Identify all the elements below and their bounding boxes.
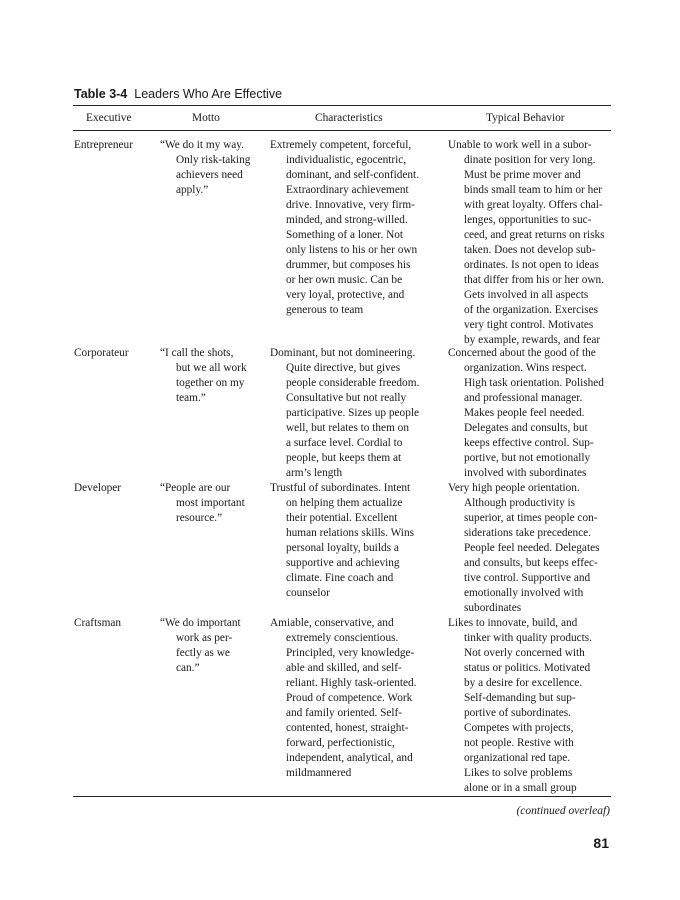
table-row-entrepreneur-characteristics xyxy=(270,138,419,318)
table-row-entrepreneur-motto xyxy=(160,138,250,198)
header-characteristics: Characteristics xyxy=(315,112,383,124)
characteristics-line: drummer, but composes his xyxy=(286,259,411,271)
characteristics-line: only listens to his or her own xyxy=(286,244,418,256)
characteristics-line: Trustful of subordinates. Intent xyxy=(270,482,411,494)
behavior-line: siderations take precedence. xyxy=(464,527,592,539)
behavior-line: Likes to solve problems xyxy=(464,767,573,779)
motto-line: achievers need xyxy=(176,169,243,181)
executive-name: Developer xyxy=(74,482,122,494)
characteristics-line: people considerable freedom. xyxy=(286,377,420,389)
characteristics-line: climate. Fine coach and xyxy=(286,572,394,584)
behavior-line: Self-demanding but sup- xyxy=(464,692,576,704)
table-row-craftsman-motto xyxy=(160,616,241,676)
characteristics-line: personal loyalty, builds a xyxy=(286,542,399,554)
behavior-line: emotionally involved with xyxy=(464,587,584,599)
characteristics-line: contented, honest, straight- xyxy=(286,722,409,734)
behavior-line: by a desire for excellence. xyxy=(464,677,583,689)
table-row-corporateur-characteristics xyxy=(270,346,419,481)
behavior-line: Makes people feel needed. xyxy=(464,407,585,419)
executive-name: Corporateur xyxy=(74,347,129,359)
table-row-corporateur-executive xyxy=(74,346,129,361)
characteristics-line: drive. Innovative, very firm- xyxy=(286,199,415,211)
behavior-line: Gets involved in all aspects xyxy=(464,289,589,301)
behavior-line: keeps effective control. Sup- xyxy=(464,437,594,449)
motto-line: work as per- xyxy=(176,632,233,644)
motto-line: “We do important xyxy=(160,617,241,629)
behavior-line: People feel needed. Delegates xyxy=(464,542,600,554)
characteristics-line: human relations skills. Wins xyxy=(286,527,414,539)
characteristics-line: and family oriented. Self- xyxy=(286,707,403,719)
motto-line: fectly as we xyxy=(176,647,230,659)
behavior-line: organizational red tape. xyxy=(464,752,571,764)
page-number: 81 xyxy=(593,835,609,851)
table-row-entrepreneur-behavior xyxy=(448,138,605,348)
table-row-corporateur-motto xyxy=(160,346,247,406)
characteristics-line: participative. Sizes up people xyxy=(286,407,420,419)
characteristics-line: dominant, and self-confident. xyxy=(286,169,420,181)
characteristics-line: extremely conscientious. xyxy=(286,632,399,644)
motto-line: but we all work xyxy=(176,362,247,374)
characteristics-line: on helping them actualize xyxy=(286,497,403,509)
motto-line: “People are our xyxy=(160,482,231,494)
behavior-line: that differ from his or her own. xyxy=(464,274,605,286)
behavior-line: portive, but not emotionally xyxy=(464,452,591,464)
behavior-line: of the organization. Exercises xyxy=(464,304,599,316)
motto-line: team.” xyxy=(176,392,206,404)
behavior-line: tive control. Supportive and xyxy=(464,572,591,584)
characteristics-line: or her own music. Can be xyxy=(286,274,403,286)
behavior-line: Delegates and consults, but xyxy=(464,422,588,434)
characteristics-line: generous to team xyxy=(286,304,364,316)
motto-line: together on my xyxy=(176,377,245,389)
behavior-line: Concerned about the good of the xyxy=(448,347,596,359)
characteristics-line: Amiable, conservative, and xyxy=(270,617,394,629)
characteristics-line: forward, perfectionistic, xyxy=(286,737,395,749)
behavior-line: dinate position for very long. xyxy=(464,154,596,166)
characteristics-line: very loyal, protective, and xyxy=(286,289,405,301)
characteristics-line: counselor xyxy=(286,587,330,599)
characteristics-line: people, but keeps them at xyxy=(286,452,402,464)
behavior-line: Must be prime mover and xyxy=(464,169,581,181)
motto-line: apply.” xyxy=(176,184,209,196)
table-bottom-rule xyxy=(73,796,611,797)
characteristics-line: Proud of competence. Work xyxy=(286,692,413,704)
characteristics-line: Principled, very knowledge- xyxy=(286,647,415,659)
table-row-corporateur-behavior xyxy=(448,346,604,481)
table-row-entrepreneur-executive xyxy=(74,138,133,153)
behavior-line: ordinates. Is not open to ideas xyxy=(464,259,599,271)
table-row-developer-executive xyxy=(74,481,121,496)
table-row-craftsman-executive xyxy=(74,616,121,631)
behavior-line: subordinates xyxy=(464,602,522,614)
table-row-craftsman-behavior xyxy=(448,616,592,796)
behavior-line: and professional manager. xyxy=(464,392,583,404)
header-typical-behavior: Typical Behavior xyxy=(486,112,565,124)
characteristics-line: supportive and achieving xyxy=(286,557,400,569)
characteristics-line: well, but relates to them on xyxy=(286,422,409,434)
table-header-rule xyxy=(73,130,611,131)
characteristics-line: Extremely competent, forceful, xyxy=(270,139,412,151)
behavior-line: portive of subordinates. xyxy=(464,707,571,719)
characteristics-line: Dominant, but not domineering. xyxy=(270,347,416,359)
behavior-line: alone or in a small group xyxy=(464,782,577,794)
table-title: Leaders Who Are Effective xyxy=(134,87,283,101)
behavior-line: with great loyalty. Offers chal- xyxy=(464,199,603,211)
characteristics-line: a surface level. Cordial to xyxy=(286,437,403,449)
motto-line: most important xyxy=(176,497,245,509)
table-row-craftsman-characteristics xyxy=(270,616,417,781)
characteristics-line: arm’s length xyxy=(286,467,343,479)
table-top-rule xyxy=(73,105,611,106)
motto-line: Only risk-taking xyxy=(176,154,251,166)
motto-line: resource.” xyxy=(176,512,223,524)
motto-line: “We do it my way. xyxy=(160,139,245,151)
behavior-line: Likes to innovate, build, and xyxy=(448,617,578,629)
behavior-line: High task orientation. Polished xyxy=(464,377,604,389)
behavior-line: Not overly concerned with xyxy=(464,647,585,659)
characteristics-line: Something of a loner. Not xyxy=(286,229,404,241)
behavior-line: taken. Does not develop sub- xyxy=(464,244,596,256)
characteristics-line: able and skilled, and self- xyxy=(286,662,402,674)
table-row-developer-motto xyxy=(160,481,245,526)
behavior-line: not people. Restive with xyxy=(464,737,574,749)
motto-line: can.” xyxy=(176,662,200,674)
characteristics-line: Extraordinary achievement xyxy=(286,184,409,196)
behavior-line: Although productivity is xyxy=(464,497,576,509)
table-caption xyxy=(74,87,282,101)
behavior-line: lenges, opportunities to suc- xyxy=(464,214,592,226)
behavior-line: Unable to work well in a subor- xyxy=(448,139,592,151)
behavior-line: Very high people orientation. xyxy=(448,482,580,494)
executive-name: Craftsman xyxy=(74,617,122,629)
behavior-line: and consults, but keeps effec- xyxy=(464,557,598,569)
behavior-line: organization. Wins respect. xyxy=(464,362,587,374)
table-row-developer-behavior xyxy=(448,481,600,616)
behavior-line: superior, at times people con- xyxy=(464,512,598,524)
table-number: Table 3-4 xyxy=(74,87,128,101)
motto-line: “I call the shots, xyxy=(160,347,234,359)
behavior-line: involved with subordinates xyxy=(464,467,587,479)
executive-name: Entrepreneur xyxy=(74,139,133,151)
characteristics-line: Quite directive, but gives xyxy=(286,362,401,374)
behavior-line: binds small team to him or her xyxy=(464,184,603,196)
characteristics-line: minded, and strong-willed. xyxy=(286,214,408,226)
behavior-line: ceed, and great returns on risks xyxy=(464,229,605,241)
characteristics-line: reliant. Highly task-oriented. xyxy=(286,677,417,689)
table-row-developer-characteristics xyxy=(270,481,414,601)
characteristics-line: individualistic, egocentric, xyxy=(286,154,407,166)
behavior-line: very tight control. Motivates xyxy=(464,319,594,331)
characteristics-line: Consultative but not really xyxy=(286,392,407,404)
behavior-line: status or politics. Motivated xyxy=(464,662,591,674)
header-motto: Motto xyxy=(192,112,220,124)
behavior-line: by example, rewards, and fear xyxy=(464,334,601,346)
behavior-line: Competes with projects, xyxy=(464,722,574,734)
header-executive: Executive xyxy=(86,112,132,124)
continued-note: (continued overleaf) xyxy=(516,805,610,817)
characteristics-line: their potential. Excellent xyxy=(286,512,398,524)
behavior-line: tinker with quality products. xyxy=(464,632,593,644)
characteristics-line: mildmannered xyxy=(286,767,352,779)
characteristics-line: independent, analytical, and xyxy=(286,752,413,764)
